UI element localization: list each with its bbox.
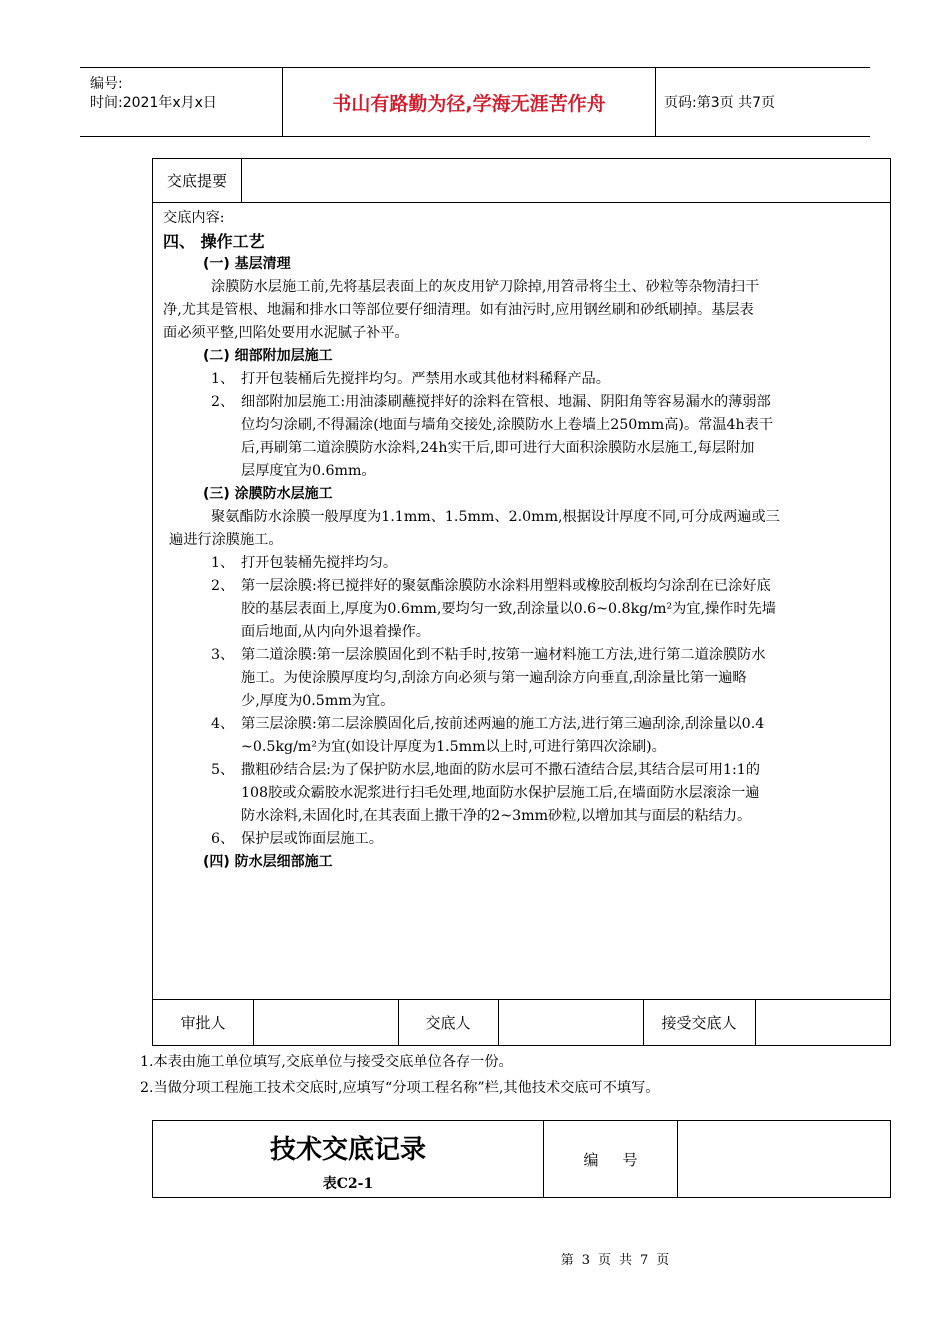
- note-line: 1.本表由施工单位填写,交底单位与接受交底单位各存一份。: [140, 1054, 513, 1070]
- list-item: [163, 828, 883, 851]
- list-item-number: 6、: [211, 831, 235, 847]
- list-item-line: 后,再刷第二道涂膜防水涂料,24h实干后,即可进行大面积涂膜防水层施工,每层附加: [241, 440, 755, 456]
- list-item-line: 第一层涂膜:将已搅拌好的聚氨酯涂膜防水涂料用塑料或橡胶刮板均匀涂刮在已涂好底: [241, 578, 771, 594]
- footer-di: 第: [560, 1253, 574, 1268]
- list-item-line: 第三层涂膜:第二层涂膜固化后,按前述两遍的施工方法,进行第三遍刮涂,刮涂量以0.4: [241, 716, 765, 732]
- cell-divider: [677, 1121, 678, 1197]
- disclosure-table: [152, 158, 891, 1046]
- s1-text-line: 面必须平整,凹陷处要用水泥腻子补平。: [163, 325, 409, 341]
- summary-label: 交底提要: [153, 159, 242, 202]
- page-header: [80, 67, 870, 137]
- list-item-line: 打开包装桶先搅拌均匀。: [241, 555, 398, 571]
- list-item-line: 细部附加层施工:用油漆刷蘸搅拌好的涂料在管根、地漏、阴阳角等容易漏水的薄弱部: [241, 394, 771, 410]
- list-item-number: 1、: [211, 371, 235, 387]
- s1-text-line: 净,尤其是管根、地漏和排水口等部位要仔细清理。如有油污时,应用钢丝刷和砂纸刷掉。基层表: [163, 302, 754, 318]
- record-title: 技术交底记录: [269, 1135, 426, 1165]
- list-item-line: 108胶或众霸胶水泥浆进行扫毛处理,地面防水保护层施工后,在墙面防水层滚涂一遍: [241, 785, 760, 801]
- list-item: [163, 575, 883, 644]
- list-item-number: 2、: [211, 578, 235, 594]
- summary-row: [153, 159, 890, 203]
- list-item-line: 防水涂料,未固化时,在其表面上撒干净的2~3mm砂粒,以增加其与面层的粘结力。: [241, 808, 752, 824]
- list-item-number: 4、: [211, 716, 235, 732]
- list-item-line: 胶的基层表面上,厚度为0.6mm,要均匀一致,刮涂量以0.6~0.8kg/m²为宜,操作时先墙: [241, 601, 776, 617]
- subsection-title-2: (二) 细部附加层施工: [203, 348, 333, 364]
- list-item: [163, 713, 883, 759]
- list-item-line: 少,厚度为0.5mm为宜。: [241, 693, 395, 709]
- section-title: 四、 操作工艺: [163, 232, 265, 251]
- list-item: [163, 644, 883, 713]
- header-page-info: 页码:第3页 共7页: [664, 95, 775, 111]
- list-item: [163, 391, 883, 483]
- subsection-title-4: (四) 防水层细部施工: [203, 854, 333, 870]
- footer-ye: 页: [597, 1253, 611, 1268]
- header-left-cell: [80, 68, 283, 136]
- cell-divider: [755, 1000, 756, 1045]
- list-item: [163, 368, 883, 391]
- list-item-line: 第二道涂膜:第一层涂膜固化到不粘手时,按第一遍材料施工方法,进行第二道涂膜防水: [241, 647, 766, 663]
- subsection-title-3: (三) 涂膜防水层施工: [203, 486, 333, 502]
- signature-row: [153, 1000, 890, 1045]
- subsection-title-1: (一) 基层清理: [203, 256, 291, 272]
- list-item-line: 打开包装桶后先搅拌均匀。严禁用水或其他材料稀释产品。: [241, 371, 610, 387]
- content-cell: [153, 203, 890, 1000]
- list-item-line: 位均匀涂刷,不得漏涂(地面与墙角交接处,涂膜防水上卷墙上250mm高)。常温4h表干: [241, 417, 774, 433]
- list-item-number: 2、: [211, 394, 235, 410]
- header-number-label: 编号:: [90, 76, 123, 92]
- footer-ye: 页: [656, 1253, 670, 1268]
- discloser-label: 交底人: [425, 1014, 471, 1032]
- list-item-line: 层厚度宜为0.6mm。: [241, 463, 376, 479]
- cell-divider: [498, 1000, 499, 1045]
- page-footer: [0, 1249, 950, 1268]
- s3-intro-line: 遍进行涂膜施工。: [169, 532, 283, 548]
- list-item-number: 3、: [211, 647, 235, 663]
- header-time-label: 时间:2021年x月x日: [90, 95, 217, 111]
- list-item-number: 1、: [211, 555, 235, 571]
- list-item: [163, 759, 883, 828]
- footer-gong: 共: [619, 1253, 633, 1268]
- list-item-line: 面后地面,从内向外退着操作。: [241, 624, 430, 640]
- footer-total-pages: 7: [640, 1253, 649, 1268]
- footer-page-number: 3: [581, 1253, 590, 1268]
- notes: [140, 1049, 659, 1101]
- s1-text-line: 涂膜防水层施工前,先将基层表面上的灰皮用铲刀除掉,用笤帚将尘土、砂粒等杂物清扫干: [211, 279, 760, 295]
- cell-divider: [253, 1000, 254, 1045]
- record-box: [152, 1120, 891, 1198]
- content-body: [163, 207, 883, 874]
- receiver-label: 接受交底人: [661, 1014, 737, 1032]
- list-item-line: 撒粗砂结合层:为了保护防水层,地面的防水层可不撒石渣结合层,其结合层可用1:1的: [241, 762, 761, 778]
- content-label: 交底内容:: [163, 210, 225, 226]
- list-item-line: 保护层或饰面层施工。: [241, 831, 383, 847]
- list-item-line: 施工。为使涂膜厚度均匀,刮涂方向必须与第一遍刮涂方向垂直,刮涂量比第一遍略: [241, 670, 747, 686]
- list-item-line: ~0.5kg/m²为宜(如设计厚度为1.5mm以上时,可进行第四次涂刷)。: [241, 739, 666, 755]
- note-line: 2.当做分项工程施工技术交底时,应填写“分项工程名称”栏,其他技术交底可不填写。: [140, 1080, 660, 1096]
- header-motto: 书山有路勤为径,学海无涯苦作舟: [283, 68, 656, 136]
- s3-intro-line: 聚氨酯防水涂膜一般厚度为1.1mm、1.5mm、2.0mm,根据设计厚度不同,可分成两遍或三: [211, 509, 780, 525]
- list-item-number: 5、: [211, 762, 235, 778]
- record-form-number: 表C2-1: [322, 1176, 374, 1192]
- approver-label: 审批人: [180, 1014, 226, 1032]
- record-number-label: 编号: [583, 1150, 662, 1169]
- list-item: [163, 552, 883, 575]
